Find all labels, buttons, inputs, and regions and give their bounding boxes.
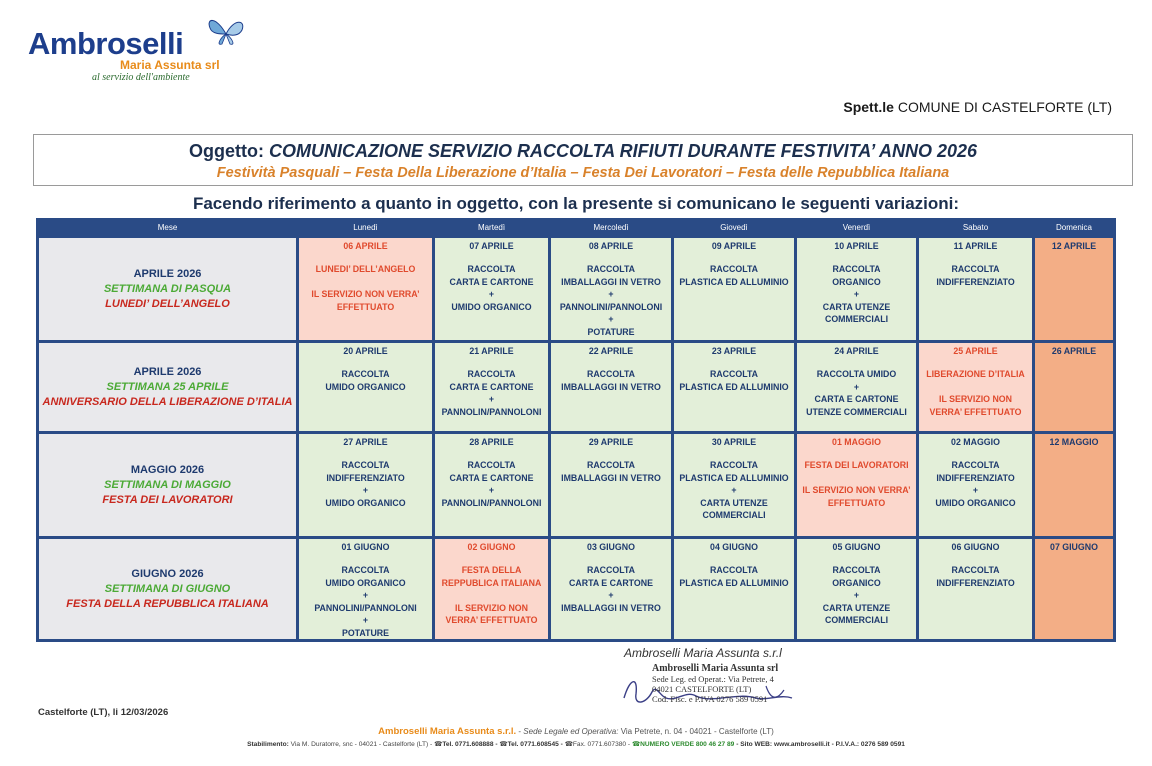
day-service-line: RACCOLTA — [951, 460, 1000, 470]
day-service-line: ORGANICO — [832, 276, 881, 287]
day-date: 30 APRILE — [711, 437, 757, 447]
day-cell — [919, 343, 1032, 431]
day-cell — [435, 434, 548, 536]
schedule-table — [36, 218, 1116, 642]
day-cell — [551, 434, 671, 536]
day-service-line: UMIDO ORGANICO — [325, 381, 406, 392]
day-service-line: INDIFFERENZIATO — [326, 472, 405, 483]
subject-box — [33, 134, 1133, 186]
day-service-line: POTATURE — [587, 326, 635, 337]
day-service-line: CARTA E CARTONE — [569, 577, 653, 588]
day-cell — [551, 343, 671, 431]
day-service-line: IMBALLAGGI IN VETRO — [561, 381, 661, 392]
day-date: 12 MAGGIO — [1049, 437, 1099, 447]
day-cell — [797, 343, 916, 431]
day-service-line: EFFETTUATO — [827, 497, 886, 508]
day-service-line: RACCOLTA — [832, 264, 881, 274]
day-service-line: IL SERVIZIO NON VERRA’ — [311, 289, 420, 300]
day-service-line: + — [608, 314, 614, 325]
day-cell — [919, 238, 1032, 340]
signature-company: Ambroselli Maria Assunta s.r.l — [624, 646, 782, 660]
day-date: 29 APRILE — [588, 437, 634, 447]
column-header: Giovedì — [720, 223, 748, 232]
footer-piva: - P.I.V.A.: 0276 589 0591 — [831, 741, 905, 748]
day-service-line: VERRA’ EFFETTUATO — [929, 406, 1022, 417]
day-service-line: PANNOLIN/PANNOLONI — [441, 406, 542, 417]
day-date: 02 GIUGNO — [467, 542, 516, 552]
day-date: 09 APRILE — [711, 241, 757, 251]
footer-sede: Via Petrete, n. 04 - 04021 - Castelforte (LT) — [620, 727, 774, 736]
day-service-line: UMIDO ORGANICO — [935, 497, 1016, 508]
day-service-line: RACCOLTA — [709, 460, 759, 470]
footer-web[interactable]: www.ambroselli.it — [773, 741, 830, 748]
month-week: SETTIMANA DI PASQUA — [103, 282, 232, 295]
day-date: 07 APRILE — [469, 241, 514, 251]
phone-icon: ☎ — [631, 741, 641, 748]
day-service-line: PANNOLIN/PANNOLONI — [441, 497, 542, 508]
subject-text: COMUNICAZIONE SERVIZIO RACCOLTA RIFIUTI DURANTE FESTIVITA’ ANNO 2026 — [268, 141, 978, 161]
footer-tel1: Tel. 0771.608888 - — [442, 741, 498, 748]
logo-subname: Maria Assunta srl — [120, 58, 220, 72]
day-cell — [919, 539, 1032, 639]
day-service-line: RACCOLTA — [467, 460, 516, 470]
day-service-line: IL SERVIZIO NON — [939, 394, 1012, 405]
day-service-line: RACCOLTA — [586, 369, 636, 379]
day-service-line: + — [853, 289, 860, 300]
day-date: 21 APRILE — [469, 346, 514, 356]
day-service-line — [435, 589, 548, 602]
footer-line-2 — [0, 740, 1152, 748]
company-stamp — [652, 664, 802, 704]
day-service-line: IL SERVIZIO NON — [455, 602, 528, 613]
footer-stab: Via M. Duratorre, snc - 04021 - Castelforte (LT) - — [290, 741, 433, 748]
day-date: 07 GIUGNO — [1050, 542, 1098, 552]
day-service-line: RACCOLTA — [341, 565, 390, 575]
day-date: 11 APRILE — [953, 241, 998, 251]
day-date: 22 APRILE — [588, 346, 634, 356]
day-date: 06 APRILE — [343, 241, 388, 251]
month-week: SETTIMANA DI MAGGIO — [104, 478, 231, 491]
day-cell — [435, 539, 548, 639]
day-service-line: INDIFFERENZIATO — [936, 577, 1015, 588]
day-service-line: RACCOLTA — [832, 565, 881, 575]
day-service-line: CARTA E CARTONE — [449, 276, 534, 287]
phone-icon: ☎ — [434, 741, 443, 748]
day-cell — [1035, 238, 1113, 340]
column-header: Sabato — [962, 223, 989, 232]
day-service-line: + — [488, 394, 495, 405]
day-service-line: COMMERCIALI — [702, 510, 766, 521]
month-title: GIUGNO 2026 — [131, 567, 204, 580]
day-cell — [551, 539, 671, 639]
logo-name: Ambroselli — [28, 26, 184, 61]
day-service-line: + — [488, 485, 495, 496]
day-service-line: RACCOLTA — [467, 369, 516, 379]
subject-title — [34, 141, 1132, 162]
day-service-line: UTENZE COMMERCIALI — [806, 406, 907, 417]
day-service-line: RACCOLTA — [951, 565, 1000, 575]
logo-tagline: al servizio dell'ambiente — [92, 72, 190, 83]
day-service-line — [797, 472, 916, 485]
day-cell — [674, 539, 794, 639]
day-cell — [919, 434, 1032, 536]
day-date: 24 APRILE — [834, 346, 879, 356]
month-week: SETTIMANA 25 APRILE — [106, 380, 229, 393]
day-service-line: UMIDO ORGANICO — [325, 577, 406, 588]
day-service-line: RACCOLTA — [709, 264, 759, 274]
month-title: APRILE 2026 — [133, 267, 202, 280]
day-service-line: RACCOLTA — [467, 264, 516, 274]
day-service-line: + — [972, 485, 979, 496]
company-logo — [28, 12, 246, 84]
day-service-line: REPPUBLICA ITALIANA — [441, 577, 542, 588]
day-service-line: IMBALLAGGI IN VETRO — [561, 472, 661, 483]
day-service-line: UMIDO ORGANICO — [451, 301, 532, 312]
day-service-line: IL SERVIZIO NON VERRA’ — [802, 485, 911, 496]
day-cell — [299, 238, 432, 340]
column-header: Domenica — [1055, 223, 1092, 232]
day-service-line: CARTA E CARTONE — [449, 472, 534, 483]
day-date: 06 GIUGNO — [951, 542, 1000, 552]
column-header: Mese — [157, 223, 178, 232]
month-cell — [39, 539, 296, 639]
day-cell — [435, 343, 548, 431]
day-service-line: + — [853, 381, 860, 392]
day-service-line — [299, 276, 432, 289]
day-date: 28 APRILE — [469, 437, 514, 447]
footer-tel2: Tel. 0771.608545 - — [507, 741, 563, 748]
day-cell — [435, 238, 548, 340]
day-service-line: RACCOLTA — [709, 369, 759, 379]
day-date: 12 APRILE — [1051, 241, 1097, 251]
day-date: 01 GIUGNO — [341, 542, 390, 552]
day-service-line: + — [608, 590, 614, 601]
footer-company: Ambroselli Maria Assunta s.r.l. — [378, 726, 517, 737]
month-title: MAGGIO 2026 — [130, 463, 205, 476]
month-week: SETTIMANA DI GIUGNO — [104, 582, 231, 595]
month-title: APRILE 2026 — [133, 365, 202, 378]
day-service-line: + — [362, 485, 369, 496]
day-service-line: RACCOLTA — [586, 565, 636, 575]
day-service-line — [919, 381, 1032, 394]
day-date: 26 APRILE — [1051, 346, 1097, 356]
day-cell — [299, 343, 432, 431]
day-service-line: PLASTICA ED ALLUMINIO — [679, 472, 789, 483]
day-date: 20 APRILE — [343, 346, 388, 356]
day-service-line: VERRA’ EFFETTUATO — [445, 615, 538, 626]
day-service-line: + — [608, 289, 614, 300]
month-festivity: ANNIVERSARIO DELLA LIBERAZIONE D’ITALIA — [42, 395, 293, 408]
footer-web-label: - Sito WEB: — [736, 741, 773, 748]
column-header: Mercoledì — [593, 223, 629, 232]
recipient-name: COMUNE DI CASTELFORTE (LT) — [897, 99, 1112, 115]
phone-icon: ☎ — [499, 741, 508, 748]
day-service-line: RACCOLTA — [341, 460, 390, 470]
day-service-line: RACCOLTA — [586, 264, 636, 274]
day-service-line: CARTA UTENZE — [822, 301, 891, 312]
day-service-line: FESTA DEI LAVORATORI — [804, 460, 909, 470]
stamp-line: Sede Leg. ed Operat.: Via Petrete, 4 — [652, 674, 774, 684]
place-date: Castelforte (LT), li 12/03/2026 — [38, 707, 169, 718]
day-service-line: CARTA UTENZE — [822, 602, 891, 613]
month-festivity: FESTA DEI LAVORATORI — [102, 493, 233, 506]
day-service-line: IMBALLAGGI IN VETRO — [561, 602, 661, 613]
day-cell — [797, 238, 916, 340]
stamp-line: 04021 CASTELFORTE (LT) — [652, 684, 752, 694]
day-service-line: ORGANICO — [832, 577, 881, 588]
day-cell — [674, 238, 794, 340]
day-service-line: + — [853, 590, 860, 601]
month-cell — [39, 434, 296, 536]
month-festivity: LUNEDI’ DELL’ANGELO — [105, 297, 230, 310]
day-cell — [1035, 434, 1113, 536]
day-service-line: PLASTICA ED ALLUMINIO — [679, 381, 789, 392]
column-header: Lunedì — [353, 223, 378, 232]
day-service-line: RACCOLTA UMIDO — [816, 369, 897, 379]
day-date: 04 GIUGNO — [710, 542, 758, 552]
footer-line-1: Ambroselli Maria Assunta s.r.l. - Sede Legale ed Operativa: Via Petrete, n. 04 - 04021 - Castelforte (LT) — [378, 726, 774, 737]
day-service-line: RACCOLTA — [586, 460, 636, 470]
day-service-line: RACCOLTA — [951, 264, 1000, 274]
day-cell — [797, 434, 916, 536]
fax-icon: ☎ — [564, 741, 573, 748]
day-service-line: INDIFFERENZIATO — [936, 472, 1015, 483]
day-date: 10 APRILE — [834, 241, 879, 251]
day-service-line: FESTA DELLA — [461, 565, 522, 575]
day-cell — [674, 343, 794, 431]
recipient-label: Spett.le — [843, 99, 894, 115]
day-service-line: + — [488, 289, 495, 300]
day-service-line: + — [362, 615, 369, 626]
day-service-line: PANNOLINI/PANNOLONI — [559, 301, 663, 312]
day-date: 08 APRILE — [588, 241, 634, 251]
day-date: 01 MAGGIO — [832, 437, 881, 447]
recipient — [843, 99, 1112, 115]
day-service-line: + — [362, 590, 369, 601]
day-service-line: + — [731, 485, 737, 496]
day-date: 23 APRILE — [711, 346, 757, 356]
day-service-line: CARTA E CARTONE — [814, 394, 899, 405]
day-service-line: PANNOLINI/PANNOLONI — [314, 602, 417, 613]
day-service-line: PLASTICA ED ALLUMINIO — [679, 276, 789, 287]
column-header: Martedì — [477, 223, 506, 232]
day-cell — [797, 539, 916, 639]
day-cell — [1035, 539, 1113, 639]
month-cell — [39, 343, 296, 431]
day-service-line: IMBALLAGGI IN VETRO — [561, 276, 661, 287]
day-cell — [299, 434, 432, 536]
subject-label: Oggetto: — [188, 141, 264, 161]
subject-festivities: Festività Pasquali – Festa Della Liberazione d’Italia – Festa Dei Lavoratori – Festa delle Repubblica Italiana — [216, 165, 950, 181]
day-cell — [299, 539, 432, 639]
day-service-line: RACCOLTA — [709, 565, 759, 575]
butterfly-icon — [204, 14, 248, 50]
day-service-line: COMMERCIALI — [824, 615, 889, 626]
month-cell — [39, 238, 296, 340]
footer-stab-label: Stabilimento: — [247, 741, 289, 748]
day-cell — [1035, 343, 1113, 431]
day-date: 27 APRILE — [343, 437, 388, 447]
day-service-line: LIBERAZIONE D’ITALIA — [926, 369, 1025, 379]
day-service-line: EFFETTUATO — [336, 301, 395, 312]
day-date: 02 MAGGIO — [951, 437, 1000, 447]
day-service-line: CARTA E CARTONE — [449, 381, 534, 392]
day-service-line: INDIFFERENZIATO — [936, 276, 1015, 287]
footer-fax: Fax. 0771.607380 - — [572, 741, 631, 748]
column-header: Venerdì — [842, 223, 871, 232]
day-cell — [674, 434, 794, 536]
month-festivity: FESTA DELLA REPUBBLICA ITALIANA — [66, 597, 269, 610]
stamp-name: Ambroselli Maria Assunta srl — [652, 663, 779, 674]
footer-verde: NUMERO VERDE 800 46 27 89 — [640, 741, 735, 748]
day-cell — [551, 238, 671, 340]
day-date: 05 GIUGNO — [832, 542, 881, 552]
intro-text: Facendo riferimento a quanto in oggetto, con la presente si comunicano le seguenti variazioni: — [192, 194, 960, 213]
day-date: 25 APRILE — [953, 346, 998, 356]
day-date: 03 GIUGNO — [587, 542, 635, 552]
stamp-line: Cod. Fisc. e P.IVA 0276 589 0591 — [652, 694, 768, 704]
day-service-line: PLASTICA ED ALLUMINIO — [679, 577, 789, 588]
day-service-line: POTATURE — [341, 627, 390, 638]
day-service-line: COMMERCIALI — [824, 314, 889, 325]
day-service-line: RACCOLTA — [341, 369, 390, 379]
footer-sede-label: Sede Legale ed Operativa: — [523, 727, 619, 736]
day-service-line: UMIDO ORGANICO — [325, 497, 406, 508]
day-service-line: LUNEDI’ DELL’ANGELO — [315, 264, 416, 274]
day-service-line: CARTA UTENZE — [700, 497, 768, 508]
